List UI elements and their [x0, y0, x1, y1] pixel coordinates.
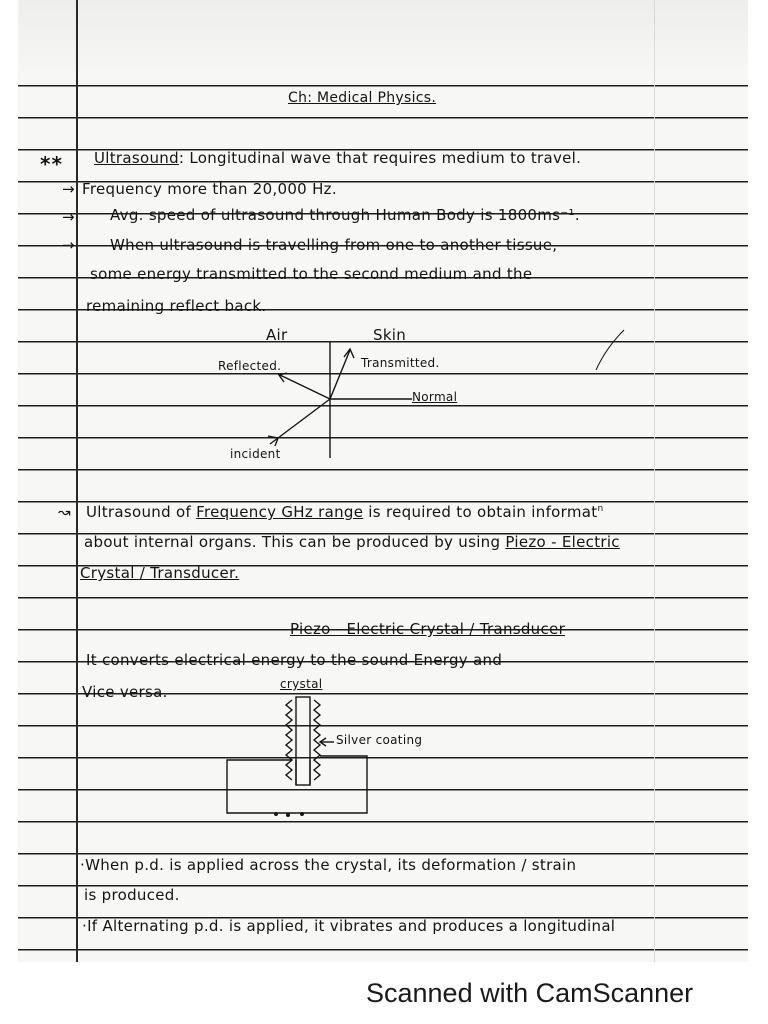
internal-organs-line: about internal organs. This can be produced by using Piezo - Electric	[84, 533, 620, 551]
piezo-term: Piezo - Electric	[505, 533, 620, 551]
vice-versa-line: Vice versa.	[82, 683, 168, 701]
strain-produced-line: is produced.	[84, 886, 180, 904]
continuation-line: remaining reflect back.	[86, 297, 267, 315]
arrow-icon: →	[62, 236, 75, 254]
camscanner-watermark: Scanned with CamScanner	[366, 978, 694, 1008]
label-incident: incident	[230, 447, 281, 461]
label-silver-coating: Silver coating	[336, 733, 423, 747]
heading-definition: : Longitudinal wave that requires medium to travel.	[178, 149, 582, 167]
label-skin: Skin	[373, 326, 407, 344]
bullet-alternating-pd: ·If Alternating p.d. is applied, it vibrates and produces a longitudinal	[82, 917, 616, 935]
bullet-pd-applied: ·When p.d. is applied across the crystal, its deformation / strain	[80, 856, 577, 874]
page-title: Ch: Medical Physics.	[288, 90, 437, 106]
bullet-frequency: Frequency more than 20,000 Hz.	[82, 180, 337, 198]
label-transmitted: Transmitted.	[361, 356, 440, 370]
piezo-heading: Piezo - Electric Crystal / Transducer	[290, 620, 566, 638]
label-air: Air	[266, 326, 288, 344]
ultrasound-ghz-line: Ultrasound of Frequency GHz range is required to obtain informat$^n$	[86, 503, 604, 521]
silver-coating-left	[286, 700, 292, 780]
continuation-line: some energy transmitted to the second medium and the	[90, 265, 533, 283]
label-crystal: crystal	[280, 677, 323, 691]
arrow-icon: ↝	[58, 503, 71, 521]
label-reflected: Reflected.	[218, 359, 282, 373]
converts-line: It converts electrical energy to the sound Energy and	[86, 651, 503, 669]
crystal-transducer-term: Crystal / Transducer.	[80, 564, 240, 582]
silver-coating-right	[314, 700, 320, 780]
frequency-term: Frequency GHz range	[196, 503, 364, 521]
crystal-block	[296, 697, 310, 785]
bullet-speed: Avg. speed of ultrasound through Human Body is 1800ms⁻¹.	[110, 206, 580, 224]
label-normal: Normal	[412, 390, 458, 404]
heading-term: Ultrasound	[94, 149, 179, 167]
bullet-travelling: When ultrasound is travelling from one to another tissue,	[110, 236, 558, 254]
arrow-icon: →	[62, 208, 75, 226]
double-star-marker: **	[40, 152, 63, 176]
arrow-icon: →	[62, 180, 75, 198]
